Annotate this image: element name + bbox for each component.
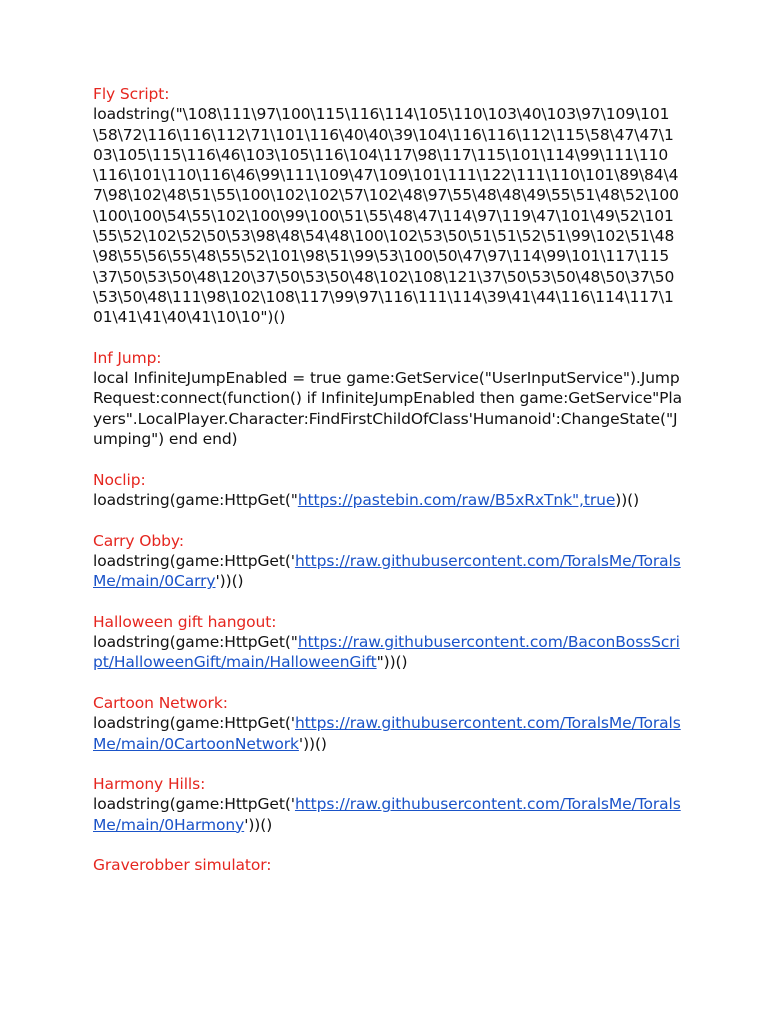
section-carry-obby — [93, 531, 683, 592]
code-text: '))() — [298, 734, 327, 753]
code-text: local InfiniteJumpEnabled = true game:GetService("UserInputService").JumpRequest:connect(function() if InfiniteJumpEnabled then game:GetService"Players".LocalPlayer.Character:FindFirstChildOfClass'Humanoid':ChangeState("Jumping") end end) — [93, 369, 683, 449]
code-text: "))() — [376, 653, 408, 672]
script-code — [93, 794, 683, 835]
script-code — [93, 551, 683, 592]
document-page — [93, 84, 683, 896]
section-heading: Noclip: — [93, 470, 146, 489]
section-inf-jump — [93, 348, 683, 449]
section-heading: Carry Obby: — [93, 531, 184, 550]
code-text: ))() — [615, 490, 640, 509]
section-graverobber-simulator — [93, 855, 683, 875]
section-heading: Halloween gift hangout: — [93, 612, 277, 631]
section-heading: Graverobber simulator: — [93, 856, 272, 875]
code-text: loadstring(game:HttpGet(' — [93, 714, 295, 733]
code-text: loadstring(game:HttpGet(" — [93, 490, 298, 509]
code-text: '))() — [244, 815, 273, 834]
script-code — [93, 632, 683, 673]
script-link[interactable]: https://raw.githubusercontent.com/ToralsMe/ToralsMe/main/0Harmony — [93, 795, 681, 834]
script-code — [93, 713, 683, 754]
section-heading: Fly Script: — [93, 85, 170, 103]
code-text: loadstring(game:HttpGet(' — [93, 551, 295, 570]
section-noclip — [93, 470, 683, 511]
script-link[interactable]: https://raw.githubusercontent.com/BaconBossScript/HalloweenGift/main/HalloweenGift — [93, 633, 680, 672]
script-code — [93, 104, 683, 327]
script-code — [93, 490, 683, 510]
section-cartoon-network — [93, 693, 683, 754]
script-link[interactable]: https://raw.githubusercontent.com/ToralsMe/ToralsMe/main/0Carry — [93, 551, 681, 591]
section-harmony-hills — [93, 774, 683, 835]
script-code — [93, 368, 683, 449]
section-heading: Inf Jump: — [93, 348, 162, 367]
section-fly-script — [93, 84, 683, 328]
code-text: loadstring("\108\111\97\100\115\116\114\105\110\103\40\103\97\109\101\58\72\116\116\112\71\101\116\40\40\39\104\116\116\112\115\58\47\47\103\105\115\116\46\103\105\116\104\117\98\117\115\101\114\99\111\110\116\101\110\116\46\99\111\109\47\109\101\111\122\111\110\101\89\84\47\98\102\48\51\55\100\102\102\57\102\48\97\55\48\48\49\55\51\48\52\100\100\100\54\55\102\100\99\100\51\55\48\47\114\97\119\47\101\49\52\101\55\52\102\52\50\53\98\48\54\48\100\102\53\50\51\51\52\51\99\102\51\48\98\55\56\55\48\55\52\101\98\51\99\53\100\50\47\97\114\99\101\117\115\37\50\53\50\48\120\37\50\53\50\48\102\108\121\37\50\53\50\48\50\37\50\53\50\48\111\98\102\108\117\99\97\116\111\114\39\41\44\116\114\117\101\41\41\40\41\10\10")() — [93, 105, 679, 327]
script-link[interactable]: https://raw.githubusercontent.com/ToralsMe/ToralsMe/main/0CartoonNetwork — [93, 714, 681, 753]
section-halloween-gift-hangout — [93, 612, 683, 673]
code-text: loadstring(game:HttpGet(" — [93, 633, 298, 652]
code-text: loadstring(game:HttpGet(' — [93, 795, 295, 814]
section-heading: Harmony Hills: — [93, 775, 206, 794]
code-text: '))() — [215, 572, 244, 591]
section-heading: Cartoon Network: — [93, 693, 228, 712]
script-link[interactable]: https://pastebin.com/raw/B5xRxTnk",true — [297, 490, 616, 509]
